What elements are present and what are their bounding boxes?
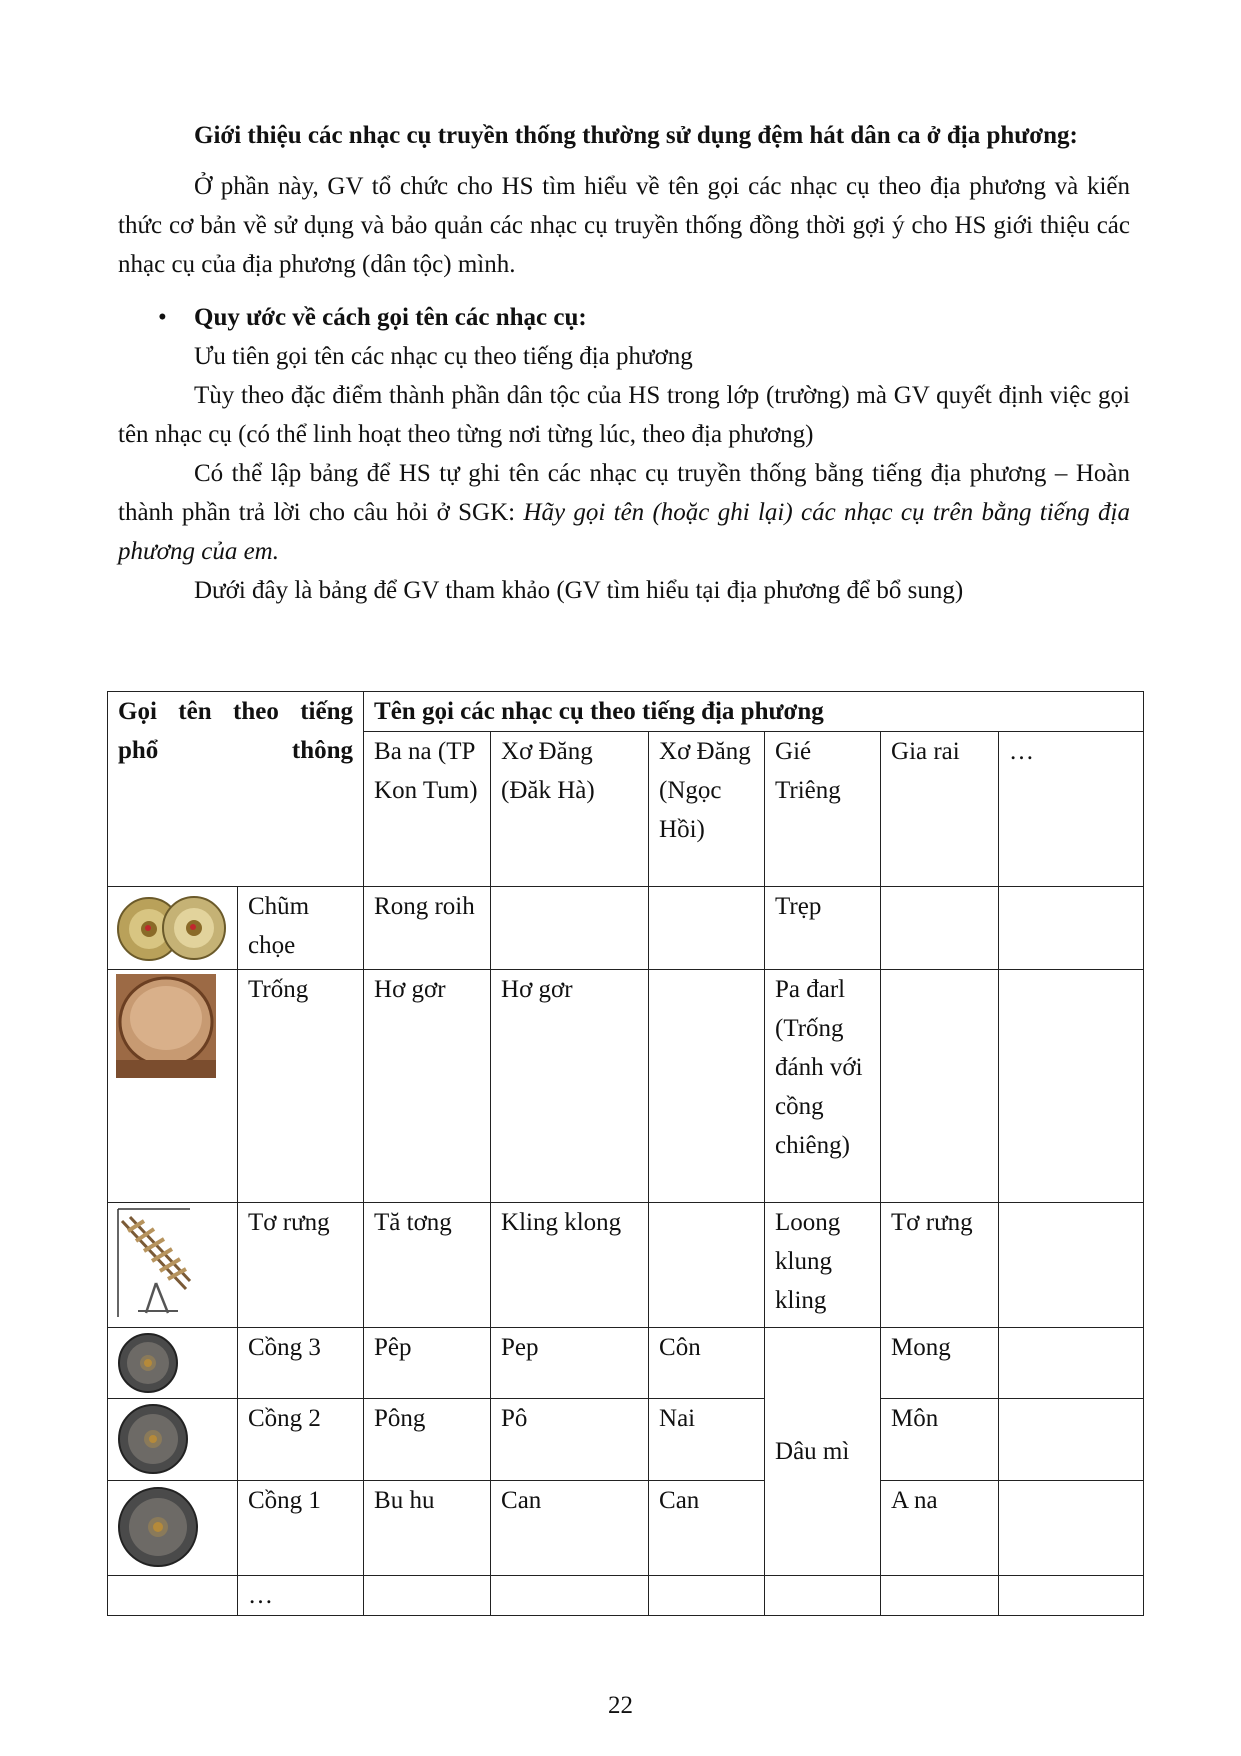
- header-common-name: Gọi tên theo tiếng phổ thông: [108, 692, 364, 887]
- cymbals-image: [108, 887, 238, 970]
- empty-cell: [999, 1576, 1144, 1616]
- cell-gia-rai: Môn: [881, 1399, 999, 1481]
- table-row: [108, 1328, 1144, 1399]
- paragraph-priority: Ưu tiên gọi tên các nhạc cụ theo tiếng địa phương: [194, 343, 693, 370]
- column-header-gia-rai: Gia rai: [881, 732, 999, 887]
- empty-cell: [881, 1576, 999, 1616]
- cell-gie-trieng: Loong klung kling: [765, 1203, 881, 1328]
- instrument-name: Trống: [238, 970, 364, 1203]
- drum-image: [108, 970, 238, 1203]
- cell-bana: Bu hu: [364, 1481, 491, 1576]
- xylophone-icon: [116, 1207, 196, 1319]
- cell-other: [999, 887, 1144, 970]
- empty-cell: [765, 1576, 881, 1616]
- cell-gia-rai: Mong: [881, 1328, 999, 1399]
- cell-bana: Hơ gơr: [364, 970, 491, 1203]
- cell-other: [999, 1203, 1144, 1328]
- cell-xodang-ngochoi: Côn: [649, 1328, 765, 1399]
- cell-xodang-ngochoi: Can: [649, 1481, 765, 1576]
- cell-bana: Pông: [364, 1399, 491, 1481]
- instrument-name: Cồng 3: [238, 1328, 364, 1399]
- table-row: [108, 1576, 1144, 1616]
- cell-gie-trieng: Pa đarl (Trống đánh với cồng chiêng): [765, 970, 881, 1203]
- instrument-name: …: [238, 1576, 364, 1616]
- cell-xodang-dakha: Pep: [491, 1328, 649, 1399]
- gong1-image: [108, 1481, 238, 1576]
- suggestion-text: Có thể lập bảng để HS tự ghi tên các nhạc cụ truyền thống bằng tiếng địa phương – Hoàn thành phần trả lời cho câu hỏi ở SGK:: [118, 460, 1130, 526]
- table-row: [108, 970, 1144, 1203]
- gong-icon: [116, 1485, 200, 1569]
- cell-xodang-dakha: Can: [491, 1481, 649, 1576]
- bullet-dot-icon: •: [158, 304, 167, 331]
- cell-gia-rai: [881, 887, 999, 970]
- cell-xodang-dakha: [491, 887, 649, 970]
- section-heading: Giới thiệu các nhạc cụ truyền thống thường sử dụng đệm hát dân ca ở địa phương:: [194, 122, 1078, 149]
- gong-icon: [116, 1332, 180, 1394]
- instrument-name: Tơ rưng: [238, 1203, 364, 1328]
- to-rung-image: [108, 1203, 238, 1328]
- intro-paragraph: Ở phần này, GV tổ chức cho HS tìm hiểu về tên gọi các nhạc cụ theo địa phương và kiến thức cơ bản về sử dụng và bảo quản các nhạc cụ truyền thống đồng thời gợi ý cho HS giới thiệu các nhạc cụ của địa phương (dân tộc) mình.: [118, 173, 1130, 278]
- paragraph-reference: Dưới đây là bảng để GV tham khảo (GV tìm hiểu tại địa phương để bổ sung): [194, 577, 964, 604]
- cell-gia-rai: Tơ rưng: [881, 1203, 999, 1328]
- instrument-name: Chũm chọe: [238, 887, 364, 970]
- column-header-xodang-dakha: Xơ Đăng (Đăk Hà): [491, 732, 649, 887]
- bullet-item: [118, 298, 1130, 337]
- column-header-gie-trieng: Gié Triêng: [765, 732, 881, 887]
- column-header-bana: Ba na (TP Kon Tum): [364, 732, 491, 887]
- empty-cell: [491, 1576, 649, 1616]
- cell-bana: Rong roih: [364, 887, 491, 970]
- cell-gia-rai: [881, 970, 999, 1203]
- drum-icon: [116, 974, 216, 1078]
- sgk-question: Hãy gọi tên (hoặc ghi lại) các nhạc cụ trên bằng tiếng địa phương của em.: [118, 499, 1131, 565]
- cell-xodang-dakha: Hơ gơr: [491, 970, 649, 1203]
- cell-other: [999, 1328, 1144, 1399]
- table-row: [108, 1481, 1144, 1576]
- page-number: 22: [608, 1692, 633, 1719]
- cell-bana: Pêp: [364, 1328, 491, 1399]
- column-header-other: …: [999, 732, 1144, 887]
- cell-bana: Tă tơng: [364, 1203, 491, 1328]
- gong-icon: [116, 1403, 190, 1475]
- cell-gie-trieng-merged: Dâu mì: [765, 1328, 881, 1576]
- bullet-title: Quy ước về cách gọi tên các nhạc cụ:: [194, 304, 587, 331]
- cell-other: [999, 1399, 1144, 1481]
- table-row: [108, 1399, 1144, 1481]
- empty-cell: [649, 1576, 765, 1616]
- column-header-xodang-ngochoi: Xơ Đăng (Ngọc Hồi): [649, 732, 765, 887]
- cell-gie-trieng: Trẹp: [765, 887, 881, 970]
- gong2-image: [108, 1399, 238, 1481]
- paragraph-table-suggestion: [118, 454, 1130, 571]
- cell-other: [999, 1481, 1144, 1576]
- empty-cell: [108, 1576, 238, 1616]
- empty-cell: [364, 1576, 491, 1616]
- instrument-name: Cồng 2: [238, 1399, 364, 1481]
- cell-xodang-dakha: Pô: [491, 1399, 649, 1481]
- header-local-names: Tên gọi các nhạc cụ theo tiếng địa phương: [364, 692, 1144, 732]
- gong3-image: [108, 1328, 238, 1399]
- cell-xodang-ngochoi: [649, 1203, 765, 1328]
- cell-xodang-ngochoi: Nai: [649, 1399, 765, 1481]
- cell-gia-rai: A na: [881, 1481, 999, 1576]
- paragraph-depends: Tùy theo đặc điểm thành phần dân tộc của HS trong lớp (trường) mà GV quyết định việc gọi tên nhạc cụ (có thể linh hoạt theo từng nơi từng lúc, theo địa phương): [118, 382, 1130, 448]
- instrument-table: [107, 691, 1144, 1616]
- body-text: [118, 116, 1130, 610]
- instrument-name: Cồng 1: [238, 1481, 364, 1576]
- cell-other: [999, 970, 1144, 1203]
- table-row: [108, 1203, 1144, 1328]
- cymbals-icon: [116, 891, 228, 965]
- cell-xodang-ngochoi: [649, 887, 765, 970]
- table-row: [108, 887, 1144, 970]
- cell-xodang-ngochoi: [649, 970, 765, 1203]
- cell-xodang-dakha: Kling klong: [491, 1203, 649, 1328]
